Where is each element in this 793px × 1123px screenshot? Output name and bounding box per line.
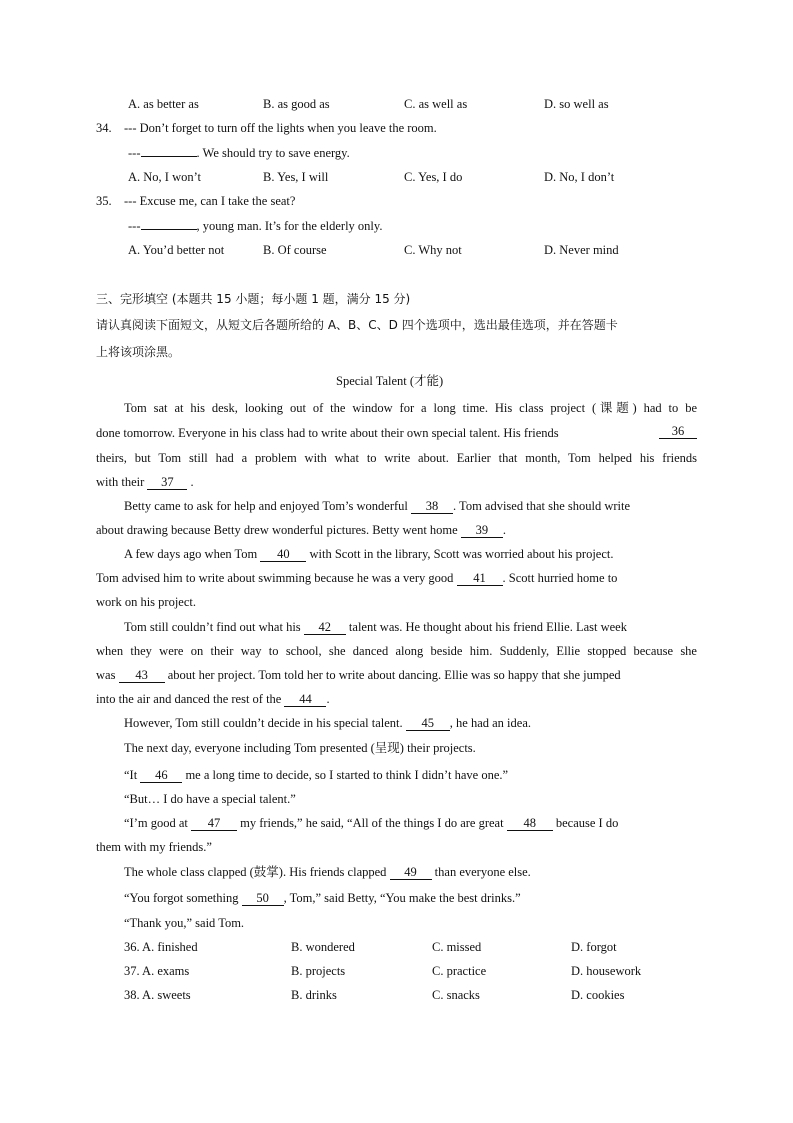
q34-number: 34. — [96, 121, 112, 135]
passage-p5 — [124, 715, 531, 731]
passage-p10-end: than everyone else. — [431, 865, 531, 879]
passage-p3-line3: work on his project. — [96, 595, 196, 609]
passage-p9-line1-end: because I do — [552, 816, 619, 830]
passage-p2-line2 — [96, 522, 506, 538]
q33-option-c: C. as well as — [404, 97, 468, 111]
passage-p3-line2-text: Tom advised him to write about swimming because he was a very good — [96, 571, 457, 585]
blank-50: 50 — [242, 892, 284, 906]
blank-39: 39 — [461, 524, 503, 538]
q35-number: 35. — [96, 194, 112, 208]
blank-43: 43 — [119, 669, 165, 683]
blank-46: 46 — [140, 769, 182, 783]
passage-p4-line3-text: was — [96, 668, 119, 682]
passage-p1-line1: Tom sat at his desk, looking out of the window for a long time. His class project (课题) had to be — [124, 401, 697, 415]
passage-p3-line2-end: . Scott hurried home to — [502, 571, 618, 585]
q34-option-a: A. No, I won’t — [128, 170, 202, 184]
passage-p5-end: , he had an idea. — [449, 716, 531, 730]
q36-option-b: B. wondered — [291, 940, 355, 954]
blank-48: 48 — [507, 817, 553, 831]
q35-reply — [128, 218, 382, 234]
passage-p3-line1 — [124, 546, 614, 562]
passage-p2-line2-text: about drawing because Betty drew wonderful pictures. Betty went home — [96, 523, 461, 537]
q35-reply-dash: --- — [128, 219, 141, 233]
blank-41: 41 — [457, 572, 503, 586]
blank-49: 49 — [390, 866, 432, 880]
blank-44: 44 — [284, 693, 326, 707]
section-instruction-line1: 请认真阅读下面短文，从短文后各题所给的 A、B、C、D 四个选项中，选出最佳选项，并在答题卡 — [96, 318, 618, 332]
passage-p1-line4-text: with their — [96, 475, 148, 489]
q35-option-b: B. Of course — [263, 243, 327, 257]
blank-40: 40 — [260, 548, 306, 562]
q35-option-d: D. Never mind — [544, 243, 619, 257]
q37-option-d: D. housework — [571, 964, 642, 978]
q34-reply — [128, 145, 350, 161]
q35-prompt: --- Excuse me, can I take the seat? — [124, 194, 296, 208]
blank-37: 37 — [147, 476, 187, 490]
passage-p1-line2-text: done tomorrow. Everyone in his class had to write about their own special talent. His friends — [96, 426, 559, 440]
passage-p1-line3: theirs, but Tom still had a problem with what to write about. Earlier that month, Tom helped his friends — [96, 451, 697, 465]
q35-answer-blank — [141, 229, 197, 230]
passage-p3-line1-end: with Scott in the library, Scott was worried about his project. — [306, 547, 614, 561]
q34-reply-text: . We should try to save energy. — [196, 146, 350, 160]
passage-p7 — [124, 767, 508, 783]
passage-p2-line1-end: . Tom advised that she should write — [453, 499, 631, 513]
q38-option-d: D. cookies — [571, 988, 625, 1002]
q38-option-c: C. snacks — [432, 988, 480, 1002]
passage-p2-line1-text: Betty came to ask for help and enjoyed Tom’s wonderful — [124, 499, 412, 513]
blank-45: 45 — [406, 717, 450, 731]
q34-reply-dash: --- — [128, 146, 141, 160]
section-instruction-line2: 上将该项涂黑。 — [96, 345, 181, 359]
passage-p4-line3-end: about her project. Tom told her to write about dancing. Ellie was so happy that she jumped — [164, 668, 621, 682]
q34-option-d: D. No, I don’t — [544, 170, 615, 184]
passage-p4-line4-text: into the air and danced the rest of the — [96, 692, 285, 706]
passage-p1-line2 — [96, 425, 697, 441]
q37-option-b: B. projects — [291, 964, 346, 978]
passage-p4-line3 — [96, 667, 621, 683]
passage-p9-line1 — [124, 815, 618, 831]
q33-option-b: B. as good as — [263, 97, 330, 111]
q34-prompt: --- Don’t forget to turn off the lights when you leave the room. — [124, 121, 437, 135]
passage-p7-end: me a long time to decide, so I started to think I didn’t have one.” — [182, 768, 509, 782]
blank-38: 38 — [411, 500, 453, 514]
blank-42: 42 — [304, 621, 346, 635]
q34-option-c: C. Yes, I do — [404, 170, 463, 184]
passage-p11-text: “You forgot something — [124, 891, 242, 905]
section-heading: 三、完形填空 (本题共 15 小题；每小题 1 题，满分 15 分) — [96, 292, 411, 306]
passage-p9-line2: them with my friends.” — [96, 840, 212, 854]
q36-option-a: 36. A. finished — [124, 940, 198, 954]
passage-p3-line1-text: A few days ago when Tom — [124, 547, 261, 561]
q37-option-c: C. practice — [432, 964, 487, 978]
q33-option-d: D. so well as — [544, 97, 609, 111]
passage-p9-line1-mid: my friends,” he said, “All of the things I do are great — [237, 816, 507, 830]
q34-answer-blank — [141, 156, 197, 157]
passage-p4-line1-text: Tom still couldn’t find out what his — [124, 620, 304, 634]
passage-p4-line1-end: talent was. He thought about his friend Ellie. Last week — [345, 620, 627, 634]
q35-reply-text: , young man. It’s for the elderly only. — [196, 219, 383, 233]
passage-p8: “But… I do have a special talent.” — [124, 792, 296, 806]
passage-p2-line2-end: . — [502, 523, 506, 537]
passage-p2-line1 — [124, 498, 630, 514]
q35-option-c: C. Why not — [404, 243, 462, 257]
passage-p4-line2: when they were on their way to school, she danced along beside him. Suddenly, Ellie stopped because she — [96, 644, 697, 658]
q36-option-d: D. forgot — [571, 940, 617, 954]
q37-option-a: 37. A. exams — [124, 964, 190, 978]
passage-p4-line1 — [124, 619, 627, 635]
passage-p6: The next day, everyone including Tom presented (呈现) their projects. — [124, 741, 476, 755]
q35-option-a: A. You’d better not — [128, 243, 225, 257]
passage-title: Special Talent (才能) — [336, 374, 444, 388]
passage-p9-line1-text: “I’m good at — [124, 816, 191, 830]
passage-p11-end: , Tom,” said Betty, “You make the best drinks.” — [283, 891, 521, 905]
blank-36: 36 — [659, 425, 697, 439]
q36-option-c: C. missed — [432, 940, 482, 954]
passage-p1-line4-end: . — [187, 475, 194, 489]
passage-p5-text: However, Tom still couldn’t decide in his special talent. — [124, 716, 406, 730]
q38-option-a: 38. A. sweets — [124, 988, 191, 1002]
blank-47: 47 — [191, 817, 237, 831]
q34-option-b: B. Yes, I will — [263, 170, 329, 184]
q33-option-a: A. as better as — [128, 97, 199, 111]
passage-p10-text: The whole class clapped (鼓掌). His friends clapped — [124, 865, 390, 879]
passage-p3-line2 — [96, 570, 617, 586]
q38-option-b: B. drinks — [291, 988, 337, 1002]
passage-p1-line4 — [96, 474, 194, 490]
passage-p4-line4-end: . — [326, 692, 330, 706]
passage-p12: “Thank you,” said Tom. — [124, 916, 245, 930]
passage-p4-line4 — [96, 691, 330, 707]
passage-p11 — [124, 890, 521, 906]
passage-p7-text: “It — [124, 768, 141, 782]
passage-p10 — [124, 864, 531, 880]
